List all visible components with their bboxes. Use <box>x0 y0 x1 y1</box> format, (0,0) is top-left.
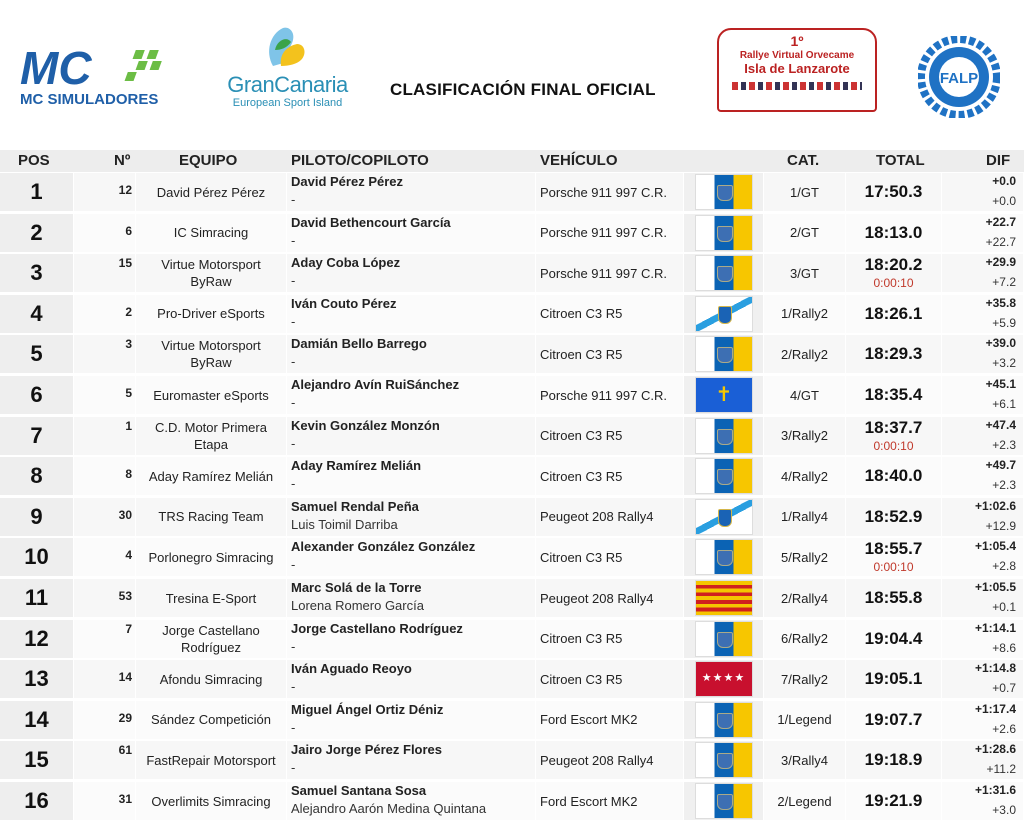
flag-cell <box>684 782 764 820</box>
dif-previous: +6.1 <box>992 397 1016 411</box>
vehicle: Porsche 911 997 C.R. <box>536 376 684 414</box>
table-row <box>0 375 1024 415</box>
vehicle: Citroen C3 R5 <box>536 620 684 658</box>
position: 14 <box>0 701 74 739</box>
crew-cell <box>287 214 536 252</box>
table-row <box>0 456 1024 496</box>
dif-previous: +2.3 <box>992 437 1016 452</box>
total-time: 19:18.9 <box>864 750 923 770</box>
position: 6 <box>0 376 74 414</box>
category: 4/GT <box>764 376 846 414</box>
copilot-name: - <box>291 232 296 248</box>
total-cell <box>846 335 942 373</box>
vehicle: Citroen C3 R5 <box>536 457 684 495</box>
mc-logo-mark-icon <box>18 44 188 108</box>
crew-cell <box>287 254 536 292</box>
dif-cell <box>942 417 1024 455</box>
team-name: Tresina E-Sport <box>136 579 287 617</box>
region-flag-icon <box>696 337 752 371</box>
copilot-name: - <box>291 679 296 695</box>
dif-leader: +35.8 <box>985 295 1016 310</box>
region-flag-icon <box>696 703 752 737</box>
table-row <box>0 659 1024 699</box>
vehicle: Peugeot 208 Rally4 <box>536 741 684 779</box>
vehicle: Peugeot 208 Rally4 <box>536 579 684 617</box>
team-name: David Pérez Pérez <box>136 173 287 211</box>
dif-previous: +0.0 <box>992 194 1016 208</box>
position: 11 <box>0 579 74 617</box>
dif-cell <box>942 498 1024 536</box>
dif-leader: +1:02.6 <box>974 498 1016 513</box>
dif-leader: +29.9 <box>985 255 1016 270</box>
table-row <box>0 213 1024 253</box>
pilot-name: Aday Coba López <box>291 255 401 271</box>
table-row <box>0 497 1024 537</box>
crew-cell <box>287 701 536 739</box>
total-cell <box>846 376 942 414</box>
category: 2/Legend <box>764 782 846 820</box>
pilot-name: Miguel Ángel Ortiz Déniz <box>291 701 444 717</box>
team-name: Pro-Driver eSports <box>136 295 287 333</box>
col-vehicle: VEHÍCULO <box>540 152 618 169</box>
flag-cell <box>684 620 764 658</box>
flag-cell <box>684 660 764 698</box>
team-name: FastRepair Motorsport <box>136 741 287 779</box>
vehicle: Citroen C3 R5 <box>536 538 684 576</box>
category: 1/Rally2 <box>764 295 846 333</box>
category: 1/Rally4 <box>764 498 846 536</box>
flag-cell <box>684 417 764 455</box>
dif-cell <box>942 254 1024 292</box>
region-flag-icon <box>696 500 752 534</box>
copilot-name: - <box>291 354 296 370</box>
team-name: Afondu Simracing <box>136 660 287 698</box>
region-flag-icon <box>696 297 752 331</box>
dif-previous: +7.2 <box>992 275 1016 290</box>
position: 5 <box>0 335 74 373</box>
crew-cell <box>287 335 536 373</box>
flag-cell <box>684 173 764 211</box>
total-time: 19:04.4 <box>864 628 923 648</box>
flag-cell <box>684 538 764 576</box>
copilot-name: - <box>291 273 296 289</box>
position: 2 <box>0 214 74 252</box>
col-num: Nº <box>114 152 131 169</box>
team-name: Virtue Motorsport ByRaw <box>136 335 287 373</box>
team-name: Aday Ramírez Melián <box>136 457 287 495</box>
team-name: IC Simracing <box>136 214 287 252</box>
car-number: 30 <box>74 498 136 536</box>
total-time: 18:55.7 <box>864 539 923 559</box>
copilot-name: - <box>291 557 296 573</box>
dif-leader: +45.1 <box>985 377 1016 391</box>
pilot-name: Alexander González González <box>291 539 476 555</box>
region-flag-icon <box>696 540 752 574</box>
col-cat: CAT. <box>787 152 820 169</box>
pilot-name: Iván Couto Pérez <box>291 295 397 311</box>
vehicle: Porsche 911 997 C.R. <box>536 254 684 292</box>
dif-cell <box>942 701 1024 739</box>
dif-leader: +1:05.5 <box>974 580 1016 594</box>
rallye-location: Isla de Lanzarote <box>744 61 850 76</box>
dif-leader: +1:28.6 <box>974 742 1016 757</box>
falp-logo-text: FALP <box>939 70 979 87</box>
copilot-name: Lorena Romero García <box>291 598 424 613</box>
total-cell <box>846 741 942 779</box>
dif-cell <box>942 538 1024 576</box>
mc-logo-subtitle: MC SIMULADORES <box>20 91 159 108</box>
team-name: Overlimits Simracing <box>136 782 287 820</box>
region-flag-icon: ✝ <box>696 378 752 412</box>
pilot-name: Samuel Rendal Peña <box>291 498 419 514</box>
dif-cell <box>942 214 1024 252</box>
penalty-time: 0:00:10 <box>873 276 914 291</box>
flag-cell <box>684 579 764 617</box>
page-title: CLASIFICACIÓN FINAL OFICIAL <box>390 80 656 99</box>
mc-simuladores-logo <box>18 44 188 108</box>
car-number: 12 <box>74 173 136 211</box>
total-cell <box>846 538 942 576</box>
category: 4/Rally2 <box>764 457 846 495</box>
table-row <box>0 537 1024 577</box>
crew-cell <box>287 376 536 414</box>
table-header <box>0 150 1024 172</box>
rallye-logo <box>717 28 877 112</box>
team-name: C.D. Motor Primera Etapa <box>136 417 287 455</box>
dif-previous: +0.1 <box>992 600 1016 614</box>
car-number: 29 <box>74 701 136 739</box>
position: 12 <box>0 620 74 658</box>
crew-cell <box>287 173 536 211</box>
dif-leader: +39.0 <box>985 336 1016 351</box>
car-number: 7 <box>74 620 136 658</box>
category: 3/GT <box>764 254 846 292</box>
table-row <box>0 619 1024 659</box>
dif-leader: +22.7 <box>985 214 1016 229</box>
team-name: Jorge Castellano Rodríguez <box>136 620 287 658</box>
copilot-name: - <box>291 760 296 776</box>
mc-logo-text: MC <box>20 44 92 94</box>
dif-cell <box>942 173 1024 211</box>
crew-cell <box>287 741 536 779</box>
dif-previous: +8.6 <box>992 640 1016 655</box>
total-time: 18:20.2 <box>864 255 923 275</box>
vehicle: Ford Escort MK2 <box>536 782 684 820</box>
sponsor-strip <box>732 82 862 90</box>
copilot-name: - <box>291 192 296 207</box>
flag-cell <box>684 335 764 373</box>
pilot-name: Damián Bello Barrego <box>291 336 427 352</box>
total-time: 19:07.7 <box>864 709 923 729</box>
pilot-name: Marc Solá de la Torre <box>291 580 422 595</box>
dif-cell <box>942 335 1024 373</box>
vehicle: Ford Escort MK2 <box>536 701 684 739</box>
dif-previous: +3.2 <box>992 356 1016 371</box>
pilot-name: Alejandro Avín RuiSánchez <box>291 377 460 392</box>
copilot-name: - <box>291 313 296 329</box>
total-time: 18:35.4 <box>864 385 923 404</box>
car-number: 53 <box>74 579 136 617</box>
table-row <box>0 781 1024 821</box>
car-number: 6 <box>74 214 136 252</box>
region-flag-icon <box>696 459 752 493</box>
total-time: 18:52.9 <box>864 506 923 526</box>
dif-previous: +2.8 <box>992 559 1016 574</box>
total-cell <box>846 579 942 617</box>
flag-cell <box>684 376 764 414</box>
copilot-name: - <box>291 719 296 735</box>
flag-cell <box>684 457 764 495</box>
pilot-name: Aday Ramírez Melián <box>291 458 422 474</box>
position: 3 <box>0 254 74 292</box>
car-number: 61 <box>74 741 136 779</box>
pilot-name: Iván Aguado Reoyo <box>291 661 412 677</box>
position: 16 <box>0 782 74 820</box>
col-team: EQUIPO <box>179 152 238 169</box>
dif-leader: +1:14.8 <box>974 661 1016 676</box>
category: 7/Rally2 <box>764 660 846 698</box>
copilot-name: - <box>291 638 296 654</box>
dif-leader: +1:14.1 <box>974 620 1016 635</box>
table-row <box>0 294 1024 334</box>
crew-cell <box>287 660 536 698</box>
category: 2/GT <box>764 214 846 252</box>
crew-cell <box>287 295 536 333</box>
vehicle: Porsche 911 997 C.R. <box>536 214 684 252</box>
dif-leader: +1:17.4 <box>974 701 1016 716</box>
crew-cell <box>287 457 536 495</box>
total-time: 18:26.1 <box>864 303 923 323</box>
total-cell <box>846 173 942 211</box>
vehicle: Peugeot 208 Rally4 <box>536 498 684 536</box>
dif-previous: +12.9 <box>985 518 1016 533</box>
total-cell <box>846 498 942 536</box>
dif-cell <box>942 620 1024 658</box>
flag-cell <box>684 295 764 333</box>
table-row <box>0 416 1024 456</box>
penalty-time: 0:00:10 <box>873 560 914 575</box>
category: 1/GT <box>764 173 846 211</box>
gran-canaria-tagline: European Sport Island <box>232 97 343 109</box>
dif-previous: +22.7 <box>985 234 1016 249</box>
col-dif: DIF <box>986 152 1011 169</box>
car-number: 4 <box>74 538 136 576</box>
crew-cell <box>287 498 536 536</box>
car-number: 1 <box>74 417 136 455</box>
team-name: Virtue Motorsport ByRaw <box>136 254 287 292</box>
dif-leader: +1:31.6 <box>974 783 1016 797</box>
gran-canaria-logo <box>215 22 360 110</box>
crew-cell <box>287 620 536 658</box>
total-time: 18:40.0 <box>864 466 923 486</box>
dif-leader: +1:05.4 <box>974 539 1016 554</box>
total-time: 17:50.3 <box>864 182 923 201</box>
total-cell <box>846 457 942 495</box>
car-number: 15 <box>74 254 136 292</box>
total-cell <box>846 417 942 455</box>
pilot-name: Kevin González Monzón <box>291 417 440 433</box>
pilot-name: Jorge Castellano Rodríguez <box>291 620 463 636</box>
total-cell <box>846 701 942 739</box>
region-flag-icon: ★★★★ <box>696 662 752 696</box>
dif-cell <box>942 660 1024 698</box>
position: 10 <box>0 538 74 576</box>
crew-cell <box>287 782 536 820</box>
car-number: 31 <box>74 782 136 820</box>
team-name: TRS Racing Team <box>136 498 287 536</box>
region-flag-icon <box>696 581 752 615</box>
dif-leader: +0.0 <box>992 174 1016 188</box>
position: 15 <box>0 741 74 779</box>
category: 5/Rally2 <box>764 538 846 576</box>
total-time: 19:05.1 <box>864 669 923 689</box>
table-row <box>0 253 1024 293</box>
table-row <box>0 334 1024 374</box>
category: 3/Rally4 <box>764 741 846 779</box>
crew-cell <box>287 417 536 455</box>
category: 1/Legend <box>764 701 846 739</box>
dif-cell <box>942 782 1024 820</box>
pilot-name: David Pérez Pérez <box>291 174 404 189</box>
falp-logo <box>918 36 1000 118</box>
total-cell <box>846 660 942 698</box>
col-pos: POS <box>18 152 50 169</box>
dif-previous: +5.9 <box>992 315 1016 330</box>
total-cell <box>846 214 942 252</box>
crew-cell <box>287 538 536 576</box>
dif-previous: +3.0 <box>992 803 1016 817</box>
dif-cell <box>942 741 1024 779</box>
region-flag-icon <box>696 256 752 290</box>
copilot-name: - <box>291 476 296 492</box>
team-name: Porlonegro Simracing <box>136 538 287 576</box>
region-flag-icon <box>696 622 752 656</box>
total-time: 18:13.0 <box>864 222 923 242</box>
vehicle: Citroen C3 R5 <box>536 417 684 455</box>
category: 3/Rally2 <box>764 417 846 455</box>
car-number: 5 <box>74 376 136 414</box>
table-row <box>0 740 1024 780</box>
position: 13 <box>0 660 74 698</box>
position: 4 <box>0 295 74 333</box>
gran-canaria-name: GranCanaria <box>227 72 348 97</box>
table-row <box>0 172 1024 212</box>
pilot-name: David Bethencourt García <box>291 214 451 230</box>
vehicle: Citroen C3 R5 <box>536 335 684 373</box>
region-flag-icon <box>696 419 752 453</box>
table-row <box>0 578 1024 618</box>
col-pilot: PILOTO/COPILOTO <box>291 152 429 169</box>
total-time: 18:55.8 <box>864 588 923 607</box>
dif-previous: +11.2 <box>986 762 1016 777</box>
dif-cell <box>942 295 1024 333</box>
position: 8 <box>0 457 74 495</box>
car-number: 14 <box>74 660 136 698</box>
flag-cell <box>684 214 764 252</box>
total-time: 18:29.3 <box>864 344 923 364</box>
dif-cell <box>942 579 1024 617</box>
flag-cell <box>684 741 764 779</box>
copilot-name: Luis Toimil Darriba <box>291 516 398 532</box>
vehicle: Citroen C3 R5 <box>536 295 684 333</box>
total-cell <box>846 782 942 820</box>
category: 2/Rally4 <box>764 579 846 617</box>
region-flag-icon <box>696 743 752 777</box>
total-time: 19:21.9 <box>864 791 923 810</box>
car-number: 3 <box>74 335 136 373</box>
car-number: 8 <box>74 457 136 495</box>
gran-canaria-emblem-icon <box>215 22 360 72</box>
copilot-name: - <box>291 395 296 410</box>
table-row <box>0 700 1024 740</box>
copilot-name: Alejandro Aarón Medina Quintana <box>291 801 487 816</box>
team-name: Sández Competición <box>136 701 287 739</box>
team-name: Euromaster eSports <box>136 376 287 414</box>
region-flag-icon <box>696 784 752 818</box>
pilot-name: Jairo Jorge Pérez Flores <box>291 742 443 758</box>
dif-leader: +49.7 <box>985 458 1016 473</box>
position: 1 <box>0 173 74 211</box>
dif-leader: +47.4 <box>985 417 1016 432</box>
crew-cell <box>287 579 536 617</box>
total-cell <box>846 254 942 292</box>
copilot-name: - <box>291 435 296 451</box>
total-cell <box>846 620 942 658</box>
vehicle: Citroen C3 R5 <box>536 660 684 698</box>
dif-previous: +2.3 <box>992 478 1016 493</box>
position: 9 <box>0 498 74 536</box>
col-total: TOTAL <box>876 152 925 169</box>
dif-cell <box>942 376 1024 414</box>
falp-gear-icon <box>918 36 1000 118</box>
flag-cell <box>684 701 764 739</box>
car-number: 2 <box>74 295 136 333</box>
rallye-name: Rallye Virtual Orvecame <box>739 50 855 61</box>
category: 6/Rally2 <box>764 620 846 658</box>
position: 7 <box>0 417 74 455</box>
vehicle: Porsche 911 997 C.R. <box>536 173 684 211</box>
region-flag-icon <box>696 175 752 209</box>
penalty-time: 0:00:10 <box>873 438 914 453</box>
flag-cell <box>684 498 764 536</box>
flag-cell <box>684 254 764 292</box>
category: 2/Rally2 <box>764 335 846 373</box>
total-time: 18:37.7 <box>864 417 923 437</box>
dif-previous: +0.7 <box>992 681 1016 696</box>
pilot-name: Samuel Santana Sosa <box>291 783 427 798</box>
dif-previous: +2.6 <box>992 721 1016 736</box>
rallye-edition: 1º <box>790 33 804 49</box>
dif-cell <box>942 457 1024 495</box>
document-header <box>0 0 1024 148</box>
region-flag-icon <box>696 216 752 250</box>
total-cell <box>846 295 942 333</box>
